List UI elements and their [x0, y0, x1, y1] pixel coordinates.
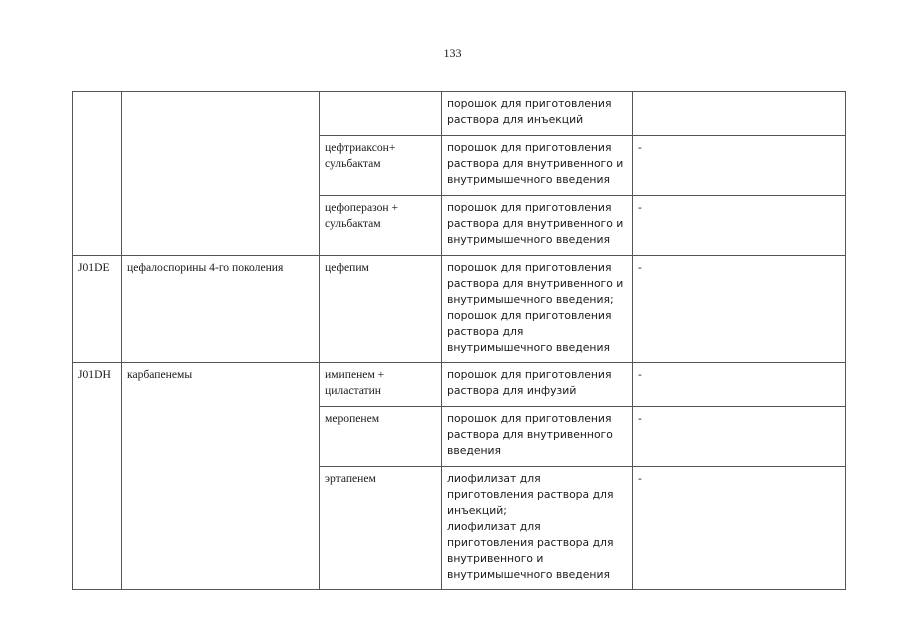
- dosage-form-line: лиофилизат для: [447, 520, 541, 533]
- pharmacological-group-cell: карбапенемы: [122, 363, 320, 590]
- dosage-form-line: порошок для приготовления: [447, 412, 612, 425]
- dosage-form-line: порошок для приготовления: [447, 368, 612, 381]
- drug-name-line: имипенем +: [325, 368, 385, 381]
- table-row: [73, 363, 846, 407]
- dosage-form-line: раствора для внутривенного и: [447, 277, 624, 290]
- extra-cell: -: [633, 136, 846, 196]
- dosage-form-cell: [442, 407, 633, 467]
- pharmacological-group-cell: [122, 92, 320, 256]
- drug-name-cell: [320, 363, 442, 407]
- atc-code-cell: [73, 92, 122, 256]
- dosage-form-line: внутримышечного введения: [447, 233, 610, 246]
- dosage-form-cell: [442, 196, 633, 256]
- drug-name-cell: [320, 256, 442, 363]
- dosage-form-cell: [442, 256, 633, 363]
- dosage-form-line: приготовления раствора для: [447, 536, 614, 549]
- extra-cell: -: [633, 407, 846, 467]
- drug-name-line: цефоперазон +: [325, 201, 399, 214]
- dosage-form-line: внутривенного и: [447, 552, 544, 565]
- drug-name-line: цефтриаксон+: [325, 141, 396, 154]
- medication-table: [72, 91, 846, 590]
- drug-name-line: эртапенем: [325, 472, 376, 485]
- drug-name-cell: [320, 92, 442, 136]
- pharmacological-group-cell: цефалоспорины 4-го поколения: [122, 256, 320, 363]
- extra-cell: -: [633, 363, 846, 407]
- dosage-form-cell: [442, 363, 633, 407]
- extra-cell: -: [633, 256, 846, 363]
- drug-name-cell: [320, 467, 442, 590]
- extra-cell: [633, 92, 846, 136]
- dosage-form-line: порошок для приготовления: [447, 97, 612, 110]
- dosage-form-line: раствора для внутривенного: [447, 428, 613, 441]
- dosage-form-line: внутримышечного введения: [447, 568, 610, 581]
- dosage-form-line: внутримышечного введения: [447, 173, 610, 186]
- atc-code-cell: J01DE: [73, 256, 122, 363]
- drug-name-cell: [320, 136, 442, 196]
- dosage-form-line: раствора для инфузий: [447, 384, 577, 397]
- drug-name-line: сульбактам: [325, 157, 381, 170]
- dosage-form-line: раствора для инъекций: [447, 113, 584, 126]
- drug-name-line: меропенем: [325, 412, 380, 425]
- drug-name-line: цефепим: [325, 261, 369, 274]
- drug-name-cell: [320, 407, 442, 467]
- dosage-form-line: внутримышечного введения: [447, 341, 610, 354]
- dosage-form-line: порошок для приготовления: [447, 261, 612, 274]
- dosage-form-line: порошок для приготовления: [447, 141, 612, 154]
- extra-cell: -: [633, 196, 846, 256]
- atc-code-cell: J01DH: [73, 363, 122, 590]
- extra-cell: -: [633, 467, 846, 590]
- dosage-form-line: раствора для внутривенного и: [447, 157, 624, 170]
- dosage-form-line: приготовления раствора для: [447, 488, 614, 501]
- dosage-form-cell: [442, 92, 633, 136]
- table-row: [73, 92, 846, 136]
- dosage-form-line: порошок для приготовления: [447, 201, 612, 214]
- dosage-form-line: лиофилизат для: [447, 472, 541, 485]
- dosage-form-line: инъекций;: [447, 504, 507, 517]
- dosage-form-line: внутримышечного введения;: [447, 293, 614, 306]
- dosage-form-line: раствора для внутривенного и: [447, 217, 624, 230]
- table-row: [73, 256, 846, 363]
- drug-name-line: циластатин: [325, 384, 382, 397]
- dosage-form-line: введения: [447, 444, 502, 457]
- dosage-form-line: порошок для приготовления: [447, 309, 612, 322]
- drug-name-line: сульбактам: [325, 217, 381, 230]
- page-number: 133: [443, 46, 462, 60]
- dosage-form-cell: [442, 467, 633, 590]
- dosage-form-cell: [442, 136, 633, 196]
- drug-name-cell: [320, 196, 442, 256]
- dosage-form-line: раствора для: [447, 325, 524, 338]
